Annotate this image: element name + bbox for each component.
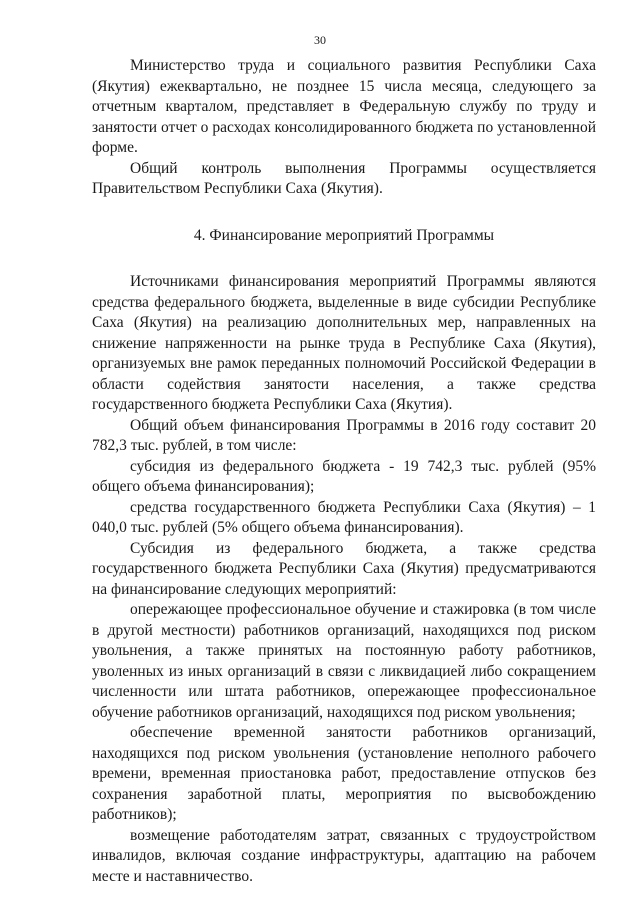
paragraph: Общий контроль выполнения Программы осуществляется Правительством Республики Саха (Якутия). (92, 159, 596, 197)
paragraph: Источниками финансирования мероприятий Программы являются средства федерального бюджета, выделенные в виде субсидии Республике Саха (Якутия) на реализацию дополнительных мер, направленных на снижение напряженности на рынке труда в Республике Саха (Якутия), организуемых вне рамок переданных полномочий Российской Федерации в области содействия занятости населения, а также средства государственного бюджета Республики Саха (Якутия). (92, 273, 596, 413)
paragraph: Субсидия из федерального бюджета, а также средства государственного бюджета Республики Саха (Якутия) предусматриваются на финансирование следующих мероприятий: (92, 539, 596, 598)
list-item: возмещение работодателям затрат, связанных с трудоустройством инвалидов, включая создание инфраструктуры, адаптацию на рабочем месте и наставничество. (92, 826, 596, 885)
page-number: 30 (314, 33, 326, 47)
paragraph: Министерство труда и социального развития Республики Саха (Якутия) ежеквартально, не позднее 15 числа месяца, следующего за отчетным кварталом, представляет в Федеральную службу по труду и занятости отчет о расходах консолидированного бюджета по установленной форме. (92, 57, 596, 156)
paragraph: Общий объем финансирования Программы в 2016 году составит 20 782,3 тыс. рублей, в том числе: (92, 416, 596, 454)
section-heading: 4. Финансирование мероприятий Программы (193, 226, 495, 244)
list-item: средства государственного бюджета Республики Саха (Якутия) – 1 040,0 тыс. рублей (5% общего объема финансирования). (92, 498, 596, 536)
list-item: опережающее профессиональное обучение и стажировка (в том числе в другой местности) работников организаций, находящихся под риском увольнения, а также принятых на постоянную работу работников, уволенных из иных организаций в связи с ликвидацией либо сокращением численности или штата работников, опережающее профессиональное обучение работников организаций, находящихся под риском увольнения; (92, 601, 596, 721)
list-item: обеспечение временной занятости работников организаций, находящихся под риском увольнения (установление неполного рабочего времени, временная приостановка работ, предоставление отпусков без сохранения заработной платы, мероприятия по высвобождению работников); (92, 724, 596, 823)
document-body (92, 56, 596, 887)
list-item: субсидия из федерального бюджета - 19 742,3 тыс. рублей (95% общего объема финансирования); (92, 457, 596, 495)
